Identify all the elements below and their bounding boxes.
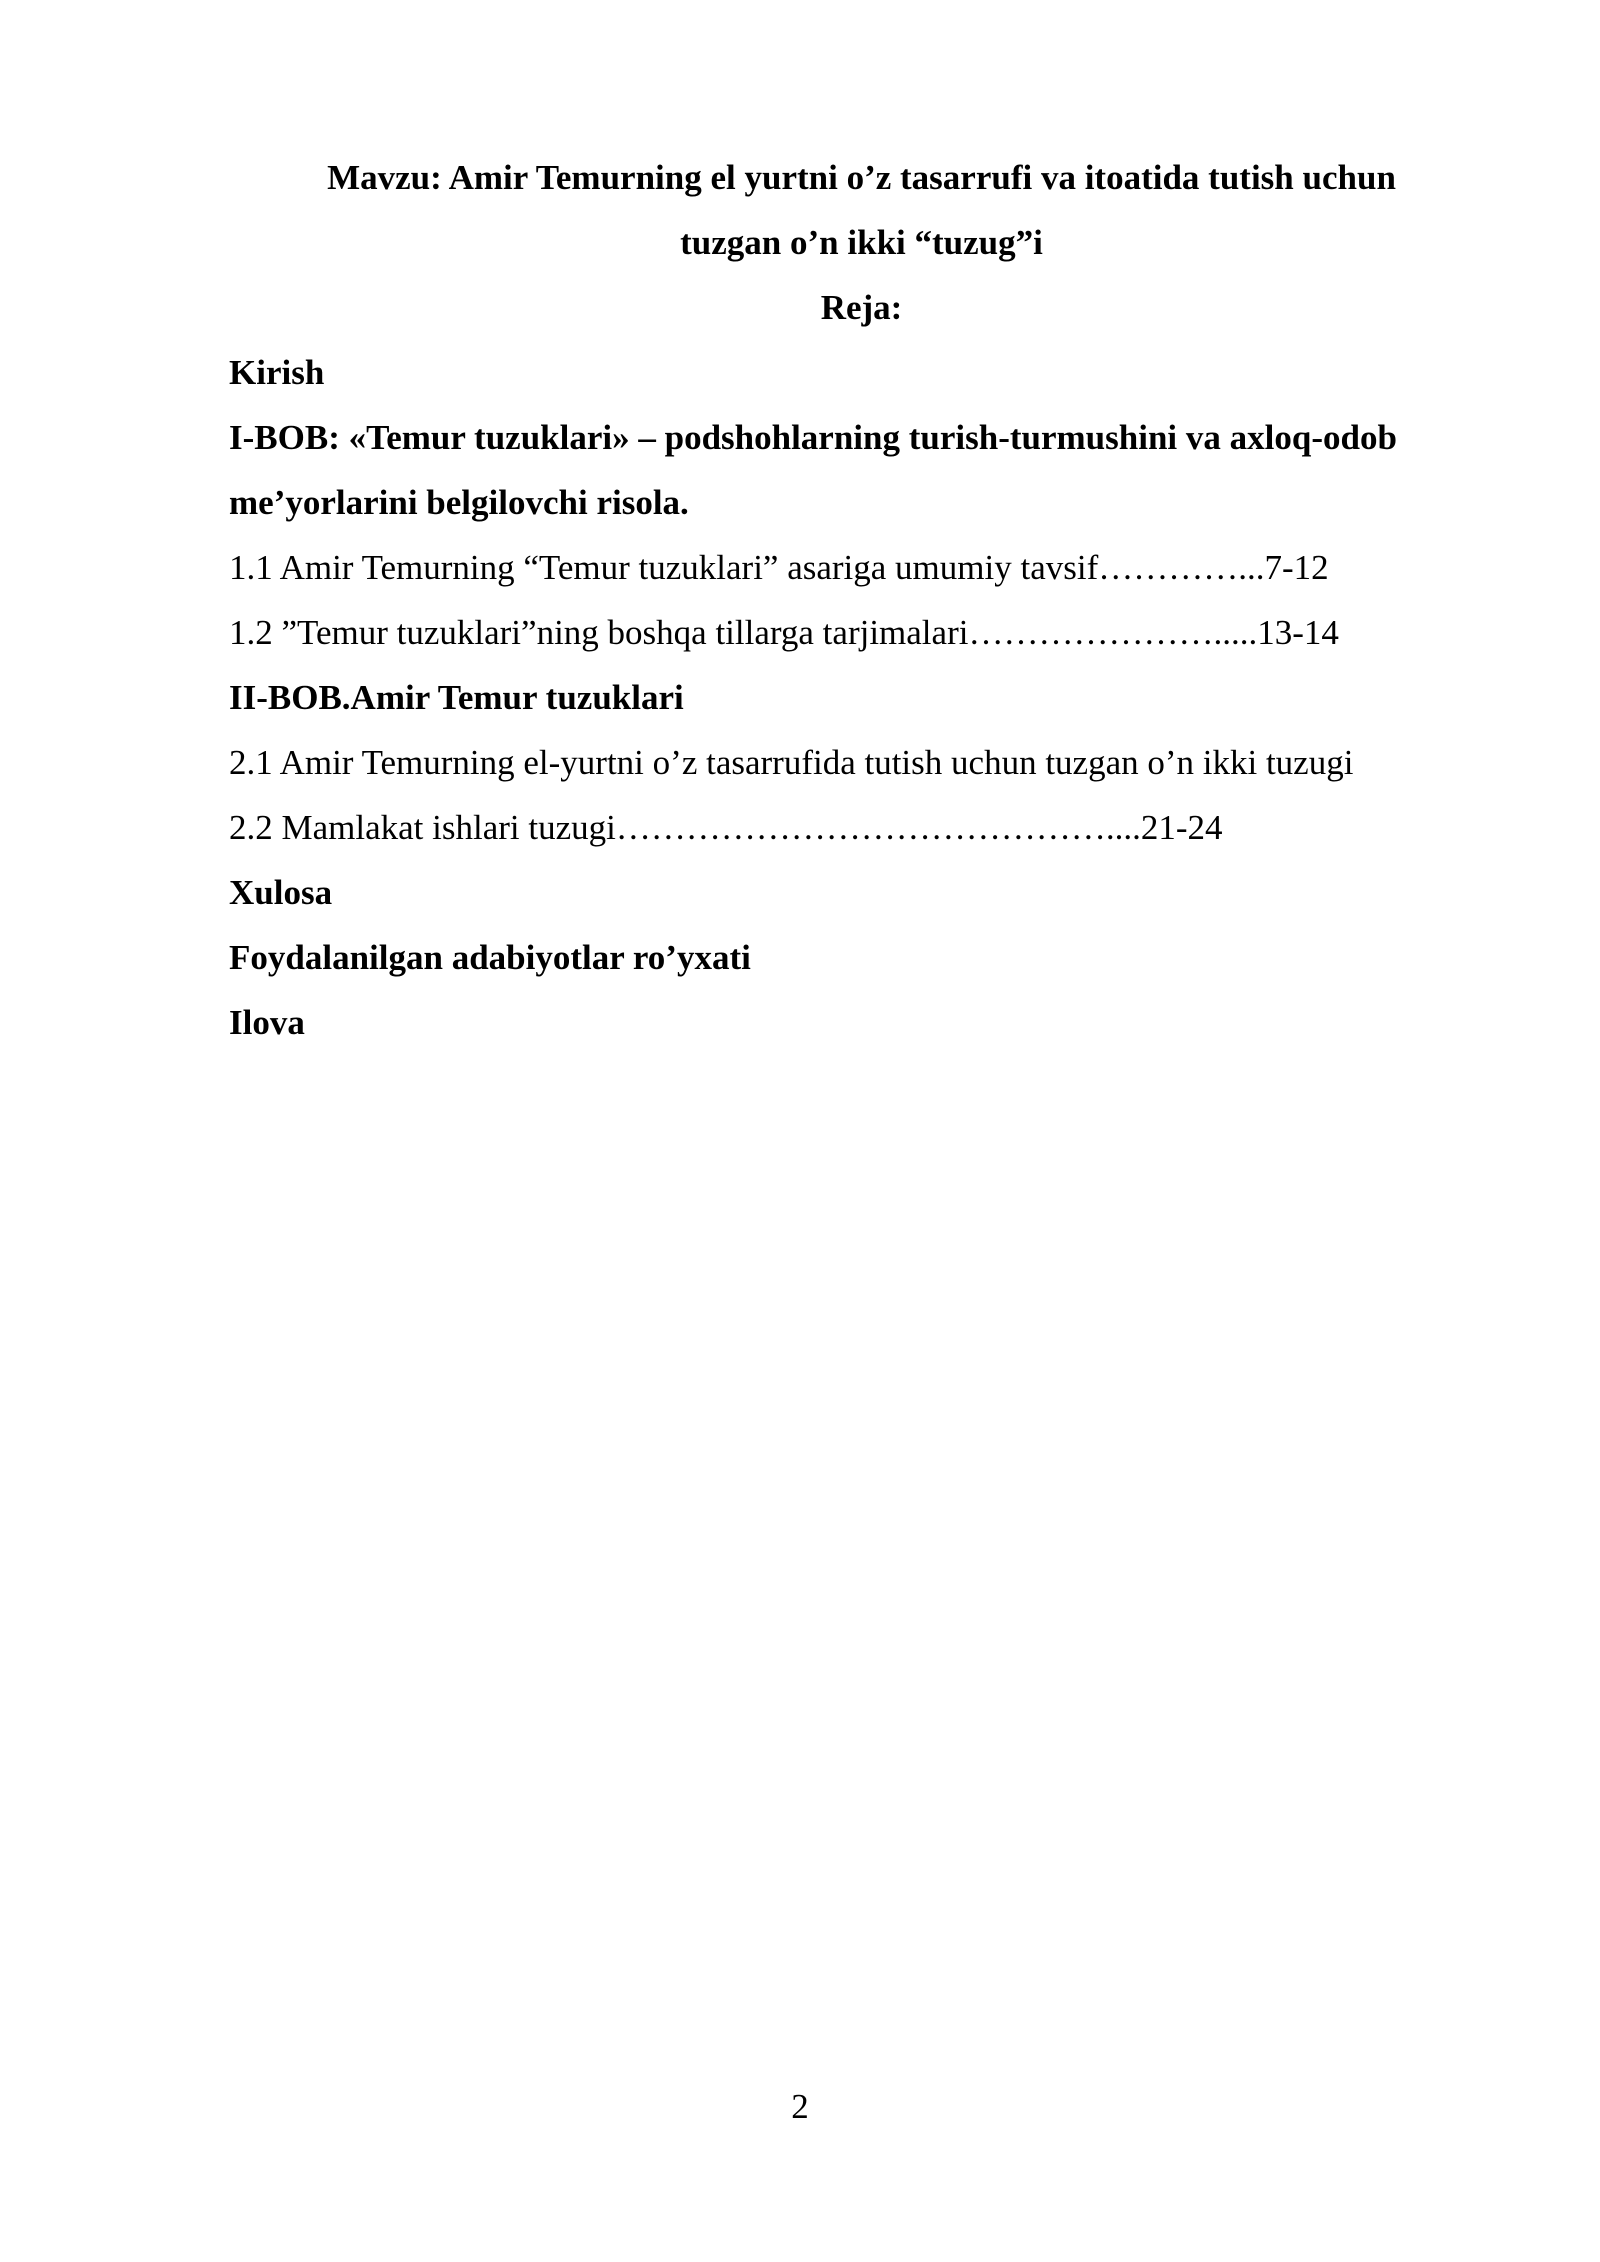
toc-section-2-1: 2.1 Amir Temurning el-yurtni o’z tasarrufida tutish uchun tuzgan o’n ikki tuzugi (229, 743, 1354, 782)
toc-chapter-2: II-BOB.Amir Temur tuzuklari (229, 678, 684, 717)
title-block (229, 145, 1494, 340)
toc-section-1-1: 1.1 Amir Temurning “Temur tuzuklari” asariga umumiy tavsif…………...7-12 (229, 548, 1329, 587)
plan-heading: Reja: (820, 288, 903, 327)
table-of-contents (229, 340, 1529, 1055)
toc-section-2-2: 2.2 Mamlakat ishlari tuzugi……………………………………....21-24 (229, 808, 1223, 847)
toc-bibliography: Foydalanilgan adabiyotlar ro’yxati (229, 938, 751, 977)
page-number: 2 (791, 2087, 809, 2126)
toc-chapter-1-line-2: me’yorlarini belgilovchi risola. (229, 483, 689, 522)
toc-introduction: Kirish (229, 353, 325, 392)
toc-appendix: Ilova (229, 1003, 305, 1042)
toc-chapter-1-line-1: I-BOB: «Temur tuzuklari» – podshohlarning turish-turmushini va axloq-odob (229, 418, 1397, 457)
toc-conclusion: Xulosa (229, 873, 333, 912)
document-title-line-2: tuzgan o’n ikki “tuzug”i (680, 223, 1043, 262)
document-title-line-1: Mavzu: Amir Temurning el yurtni o’z tasarrufi va itoatida tutish uchun (327, 158, 1396, 197)
toc-section-1-2: 1.2 ”Temur tuzuklari”ning boshqa tillarga tarjimalari………………….....13-14 (229, 613, 1339, 652)
